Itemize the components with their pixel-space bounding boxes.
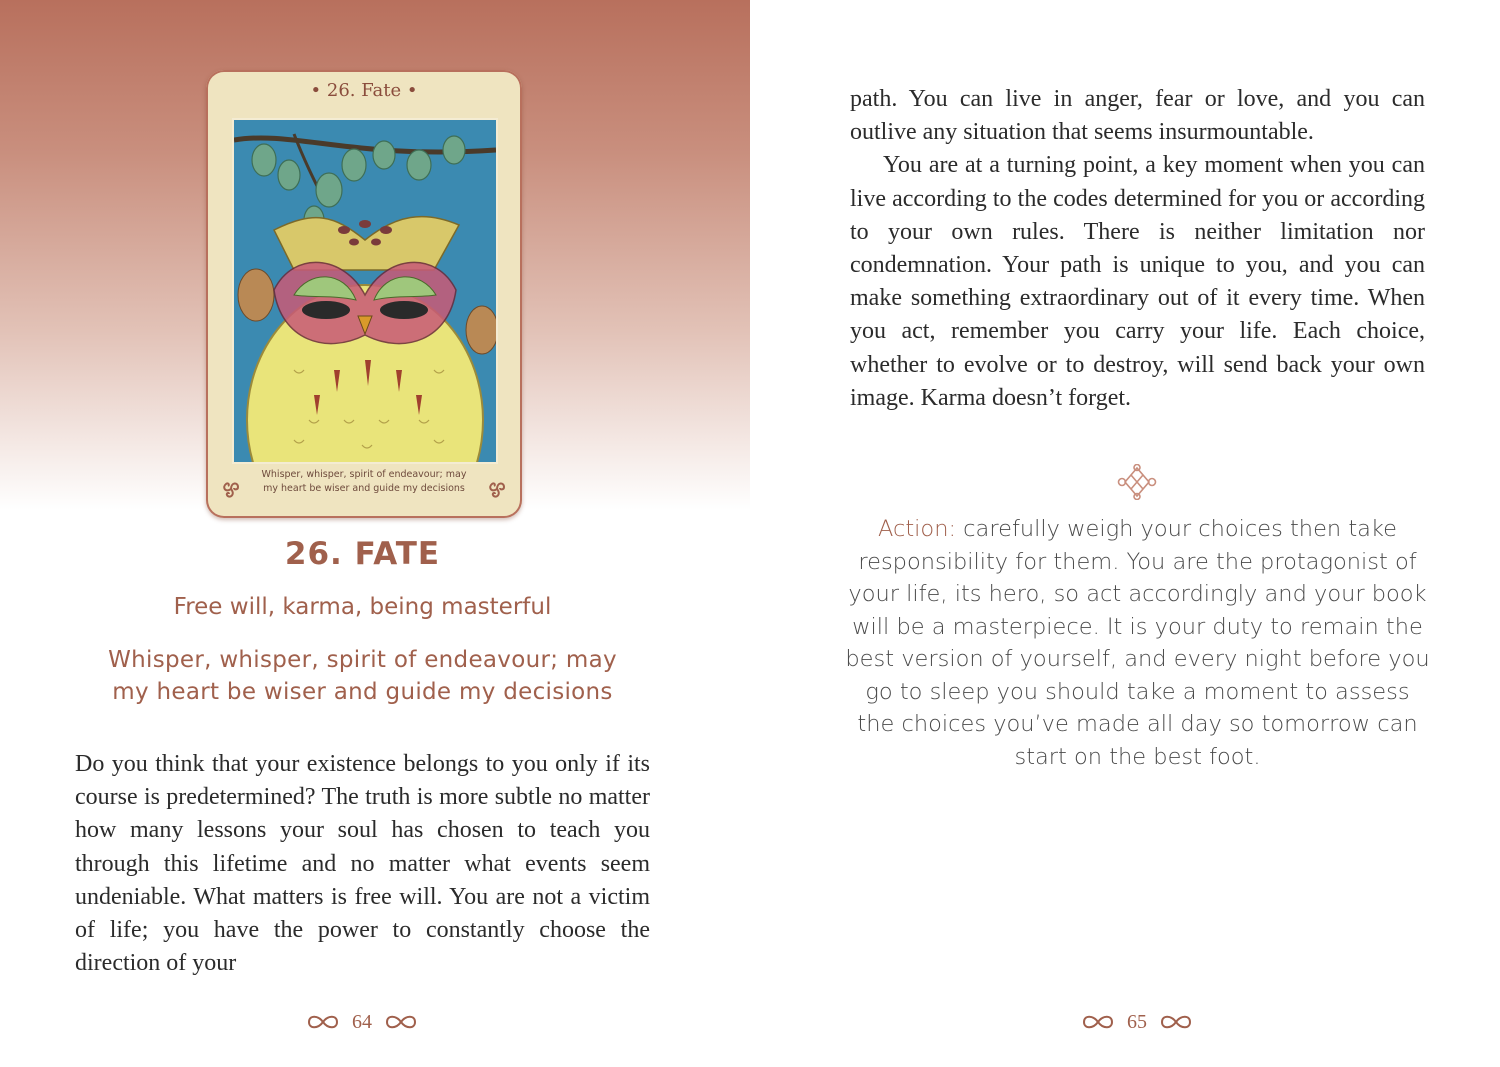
infinity-icon	[1159, 1014, 1193, 1030]
oracle-card-image	[206, 70, 522, 518]
action-paragraph	[845, 513, 1430, 773]
owl-illustration	[232, 118, 498, 464]
card-title: • 26. Fate •	[310, 80, 418, 101]
infinity-icon	[306, 1014, 340, 1030]
celtic-knot-icon	[1117, 464, 1157, 500]
card-heading: 26. FATE	[284, 536, 441, 572]
right-page	[750, 0, 1500, 1067]
action-text: carefully weigh your choices then take responsibility for them. You are the protagonist of your life, its hero, so act accordingly and your book will be a masterpiece. It is your duty to remain the best version of yourself, and every night before you go to sleep you should take a moment to assess the choices you’ve made all day so tomorrow can start on the best foot.	[845, 516, 1430, 770]
body-text-right	[850, 83, 1425, 415]
triskele-icon	[216, 474, 246, 504]
card-keywords: Free will, karma, being masterful	[173, 594, 552, 620]
page-number-left: 64	[272, 1005, 452, 1039]
page-number-right: 65	[1047, 1005, 1227, 1039]
infinity-icon	[384, 1014, 418, 1030]
paragraph-continuation: path. You can live in anger, fear or love, and you can outlive any situation that seems insurmountable.	[850, 86, 1425, 146]
infinity-icon	[1081, 1014, 1115, 1030]
triskele-icon	[482, 474, 512, 504]
action-label: Action:	[877, 516, 957, 542]
body-text-left: Do you think that your existence belongs to you only if its course is predetermined? The truth is more subtle no matter how many lessons your soul has chosen to teach you through this lifetime and no matter what events seem undeniable. What matters is free will. You are not a victim of life; you have the power to constantly choose the direction of your	[75, 751, 650, 977]
paragraph-turning-point: You are at a turning point, a key moment when you can live according to the codes determined for you or according to your own rules. There is neither limitation nor condemnation. Your path is unique to you, and you can make something extraordinary out of it every time. When you act, remember you carry your life. Each choice, whether to evolve or to destroy, will send back your own image. Karma doesn’t forget.	[850, 152, 1425, 411]
card-invocation: Whisper, whisper, spirit of endeavour; may my heart be wiser and guide my decisions	[108, 647, 617, 705]
card-caption: Whisper, whisper, spirit of endeavour; may my heart be wiser and guide my decisions	[261, 469, 467, 494]
